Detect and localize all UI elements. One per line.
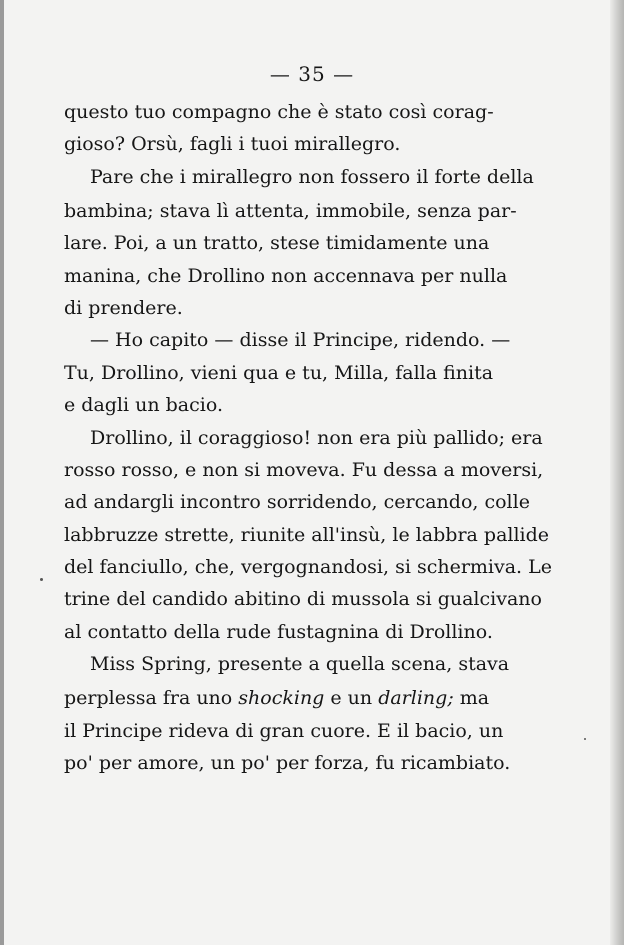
text-line: ad andargli incontro sorridendo, cercando, colle bbox=[64, 491, 530, 514]
text-line: lare. Poi, a un tratto, stese timidamente una bbox=[64, 232, 490, 255]
italic-word-shocking: shocking bbox=[238, 687, 325, 710]
text-run: perplessa fra uno bbox=[64, 687, 239, 710]
text-line: manina, che Drollino non accennava per nulla bbox=[64, 264, 508, 287]
text-line: po' per amore, un po' per forza, fu ricambiato. bbox=[64, 752, 511, 775]
text-line: gioso? Orsù, fagli i tuoi mirallegro. bbox=[64, 133, 401, 156]
page-binding-shadow bbox=[610, 0, 624, 945]
text-line: rosso rosso, e non si moveva. Fu dessa a moversi, bbox=[64, 458, 544, 481]
text-line: labbruzze strette, riunite all'insù, le labbra pallide bbox=[64, 523, 550, 546]
text-line: e dagli un bacio. bbox=[64, 394, 223, 417]
text-line: Miss Spring, presente a quella scena, stava bbox=[90, 653, 510, 676]
print-speck bbox=[584, 738, 586, 740]
text-line: il Principe rideva di gran cuore. E il bacio, un bbox=[64, 719, 504, 742]
text-line: del fanciullo, che, vergognandosi, si schermiva. Le bbox=[64, 556, 552, 579]
text-run: ma bbox=[453, 687, 490, 710]
print-speck bbox=[40, 578, 43, 581]
body-text bbox=[64, 96, 552, 779]
text-line: di prendere. bbox=[64, 296, 183, 319]
text-line: — Ho capito — disse il Principe, ridendo. — bbox=[90, 329, 511, 352]
text-run: e un bbox=[324, 687, 379, 710]
text-line: questo tuo compagno che è stato così corag- bbox=[64, 101, 494, 123]
text-line: bambina; stava lì attenta, immobile, senza par- bbox=[64, 199, 517, 222]
italic-word-darling: darling; bbox=[378, 687, 454, 710]
text-line: Tu, Drollino, vieni qua e tu, Milla, falla finita bbox=[64, 361, 494, 384]
text-line: Pare che i mirallegro non fossero il forte della bbox=[90, 165, 534, 188]
page-left-edge bbox=[0, 0, 4, 945]
page-number: — 35 — bbox=[269, 62, 355, 86]
text-line-mixed bbox=[64, 682, 490, 714]
text-line: al contatto della rude fustagnina di Drollino. bbox=[64, 620, 493, 643]
text-line: Drollino, il coraggioso! non era più pallido; era bbox=[90, 426, 543, 449]
text-line: trine del candido abitino di mussola si gualcivano bbox=[64, 588, 542, 611]
